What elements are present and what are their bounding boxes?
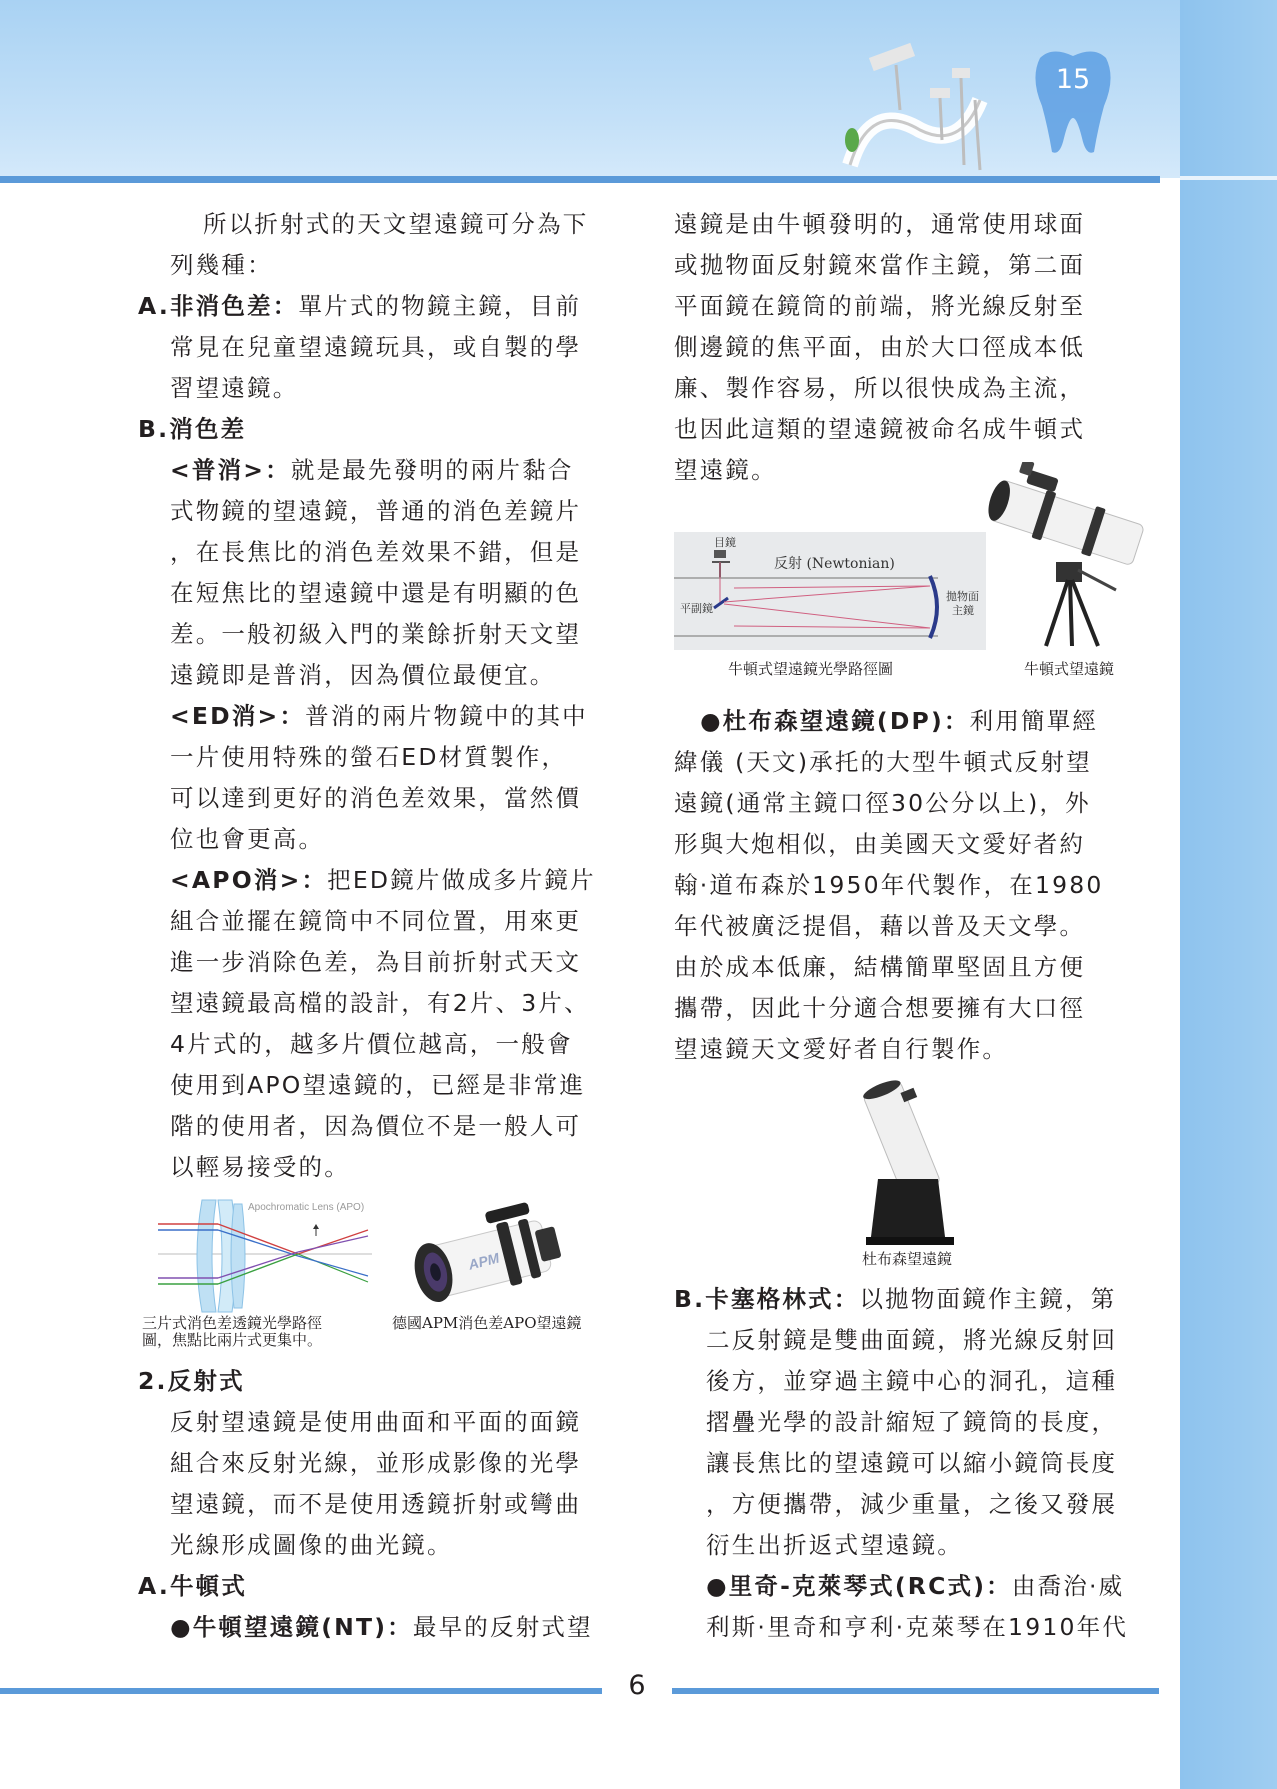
- decorative-sculpture: [830, 40, 1030, 185]
- right-column-dp-body: [674, 742, 1149, 1070]
- paragraph-line: 利斯·里奇和亨利·克萊琴在1910年代: [706, 1613, 1129, 1641]
- newtonian-optical-diagram: [674, 532, 986, 650]
- paragraph-line: [674, 1566, 1174, 1607]
- item-heading: ●牛頓望遠鏡(NT)：: [170, 1613, 413, 1641]
- figure-caption: 德國APM消色差APO望遠鏡: [392, 1314, 582, 1332]
- paragraph-line: 翰·道布森於1950年代製作，在1980: [674, 871, 1104, 899]
- item-text: 就是最先發明的兩片黏合: [290, 456, 574, 484]
- paragraph-line: 式物鏡的望遠鏡，普通的消色差鏡片: [170, 497, 582, 525]
- paragraph-line: 攜帶，因此十分適合想要擁有大口徑: [674, 994, 1086, 1022]
- apo-lens-diagram: [158, 1196, 372, 1316]
- paragraph-line: 望遠鏡天文愛好者自行製作。: [674, 1035, 1009, 1063]
- paragraph-line: 遠鏡即是普消，因為價位最便宜。: [170, 661, 556, 689]
- section-heading: 2.反射式: [138, 1367, 245, 1395]
- newtonian-telescope-photo: [986, 462, 1150, 648]
- paragraph-line: [138, 696, 618, 737]
- paragraph-line: 望遠鏡。: [674, 456, 777, 484]
- paragraph-line: 由於成本低廉，結構簡單堅固且方便: [674, 953, 1086, 981]
- item-heading: <APO消>：: [170, 866, 328, 894]
- item-heading: ●里奇-克萊琴式(RC式)：: [706, 1572, 1012, 1600]
- figure-caption: 圖，焦點比兩片式更集中。: [142, 1331, 323, 1349]
- paragraph-line: 進一步消除色差，為目前折射式天文: [170, 948, 582, 976]
- apo-diagram-title: Apochromatic Lens (APO): [248, 1202, 365, 1213]
- paragraph-line: ，方便攜帶，減少重量，之後又發展: [706, 1490, 1118, 1518]
- paragraph-line: 常見在兒童望遠鏡玩具，或自製的學: [170, 333, 582, 361]
- paragraph-line: 側邊鏡的焦平面，由於大口徑成本低: [674, 333, 1086, 361]
- paragraph-line: 緯儀 (天文)承托的大型牛頓式反射望: [674, 748, 1092, 776]
- right-column-lower: [674, 1279, 1174, 1648]
- footer-divider-right: [672, 1688, 1159, 1694]
- left-column: [138, 204, 618, 1188]
- left-column-lower: [138, 1361, 618, 1648]
- paragraph-line: ，在長焦比的消色差效果不錯，但是: [170, 538, 582, 566]
- apm-telescope-photo: [400, 1200, 568, 1310]
- chapter-number: 15: [1055, 64, 1091, 95]
- secondary-mirror-label: 平副鏡: [680, 602, 713, 615]
- figure-caption: 牛頓式望遠鏡光學路徑圖: [728, 660, 894, 678]
- paragraph-line: 廉、製作容易，所以很快成為主流，: [674, 374, 1086, 402]
- paragraph-line: 年代被廣泛提倡，藉以普及天文學。: [674, 912, 1086, 940]
- item-heading: ●杜布森望遠鏡(DP)：: [700, 707, 970, 735]
- paragraph-line: [138, 450, 618, 491]
- intro-line: 所以折射式的天文望遠鏡可分為下: [203, 210, 589, 238]
- paragraph-line: 光線形成圖像的曲光鏡。: [170, 1531, 453, 1559]
- paragraph-line: 形與大炮相似，由美國天文愛好者約: [674, 830, 1086, 858]
- item-heading: A.非消色差：: [138, 292, 299, 320]
- figure-caption: 牛頓式望遠鏡: [1024, 660, 1115, 678]
- paragraph-line: 階的使用者，因為價位不是一般人可: [170, 1112, 582, 1140]
- paragraph-line: [138, 286, 618, 327]
- dobsonian-telescope-photo: [858, 1075, 962, 1247]
- item-text: 普消的兩片物鏡中的其中: [305, 702, 588, 730]
- paragraph-line: 4片式的，越多片價位越高，一般會: [170, 1030, 573, 1058]
- primary-mirror-label: 拋物面: [946, 590, 979, 603]
- item-heading: B.卡塞格林式：: [674, 1285, 860, 1313]
- item-heading: <普消>：: [170, 456, 291, 484]
- paragraph-line: 位也會更高。: [170, 825, 325, 853]
- eyepiece-label: 目鏡: [714, 536, 736, 549]
- item-text: 由喬治·威: [1011, 1572, 1125, 1600]
- header-divider-right: [1180, 176, 1277, 180]
- paragraph-line: 可以達到更好的消色差效果，當然價: [170, 784, 582, 812]
- figure-caption: 三片式消色差透鏡光學路徑: [142, 1314, 323, 1332]
- figure-caption: 杜布森望遠鏡: [862, 1250, 953, 1268]
- item-heading: A.牛頓式: [138, 1572, 248, 1600]
- paragraph-line: 遠鏡是由牛頓發明的，通常使用球面: [674, 210, 1086, 238]
- paragraph-line: 以輕易接受的。: [170, 1153, 350, 1181]
- paragraph-line: 組合來反射光線，並形成影像的光學: [170, 1449, 582, 1477]
- paragraph-line: [138, 1607, 618, 1648]
- paragraph-line: 摺疊光學的設計縮短了鏡筒的長度，: [706, 1408, 1118, 1436]
- paragraph-line: 組合並擺在鏡筒中不同位置，用來更: [170, 907, 582, 935]
- right-column: [674, 204, 1149, 491]
- paragraph-line: [138, 860, 618, 901]
- paragraph-line: 讓長焦比的望遠鏡可以縮小鏡筒長度: [706, 1449, 1118, 1477]
- item-heading: <ED消>：: [170, 702, 306, 730]
- paragraph-line: 也因此這類的望遠鏡被命名成牛頓式: [674, 415, 1086, 443]
- paragraph-line: 在短焦比的望遠鏡中還是有明顯的色: [170, 579, 582, 607]
- right-column-dp: [700, 701, 1170, 742]
- footer-divider-left: [0, 1688, 602, 1694]
- right-side-strip: [1180, 0, 1277, 1789]
- paragraph-line: 一片使用特殊的螢石ED材質製作，: [170, 743, 568, 771]
- item-text: 以拋物面鏡作主鏡，第: [859, 1285, 1117, 1313]
- paragraph-line: 望遠鏡，而不是使用透鏡折射或彎曲: [170, 1490, 582, 1518]
- paragraph-line: 平面鏡在鏡筒的前端，將光線反射至: [674, 292, 1086, 320]
- paragraph-line: 遠鏡(通常主鏡口徑30公分以上)，外: [674, 789, 1091, 817]
- paragraph-line: [674, 1279, 1174, 1320]
- item-text: 把ED鏡片做成多片鏡片: [327, 866, 596, 894]
- paragraph-line: [700, 701, 1170, 742]
- item-text: 最早的反射式望: [412, 1613, 593, 1641]
- primary-mirror-label: 主鏡: [952, 604, 974, 617]
- item-heading: B.消色差: [138, 415, 247, 443]
- paragraph-line: 望遠鏡最高檔的設計，有2片、3片、: [170, 989, 590, 1017]
- paragraph-line: 二反射鏡是雙曲面鏡，將光線反射回: [706, 1326, 1118, 1354]
- intro-line: 列幾種：: [170, 251, 273, 279]
- paragraph-line: 差。一般初級入門的業餘折射天文望: [170, 620, 582, 648]
- paragraph-line: 或拋物面反射鏡來當作主鏡，第二面: [674, 251, 1086, 279]
- diagram-title: 反射 (Newtonian): [774, 556, 895, 572]
- item-text: 利用簡單經: [969, 707, 1099, 735]
- paragraph-line: 衍生出折返式望遠鏡。: [706, 1531, 963, 1559]
- paragraph-line: 使用到APO望遠鏡的，已經是非常進: [170, 1071, 586, 1099]
- page-number: 6: [628, 1670, 646, 1701]
- paragraph-line: 習望遠鏡。: [170, 374, 299, 402]
- item-text: 單片式的物鏡主鏡，目前: [298, 292, 582, 320]
- paragraph-line: 反射望遠鏡是使用曲面和平面的面鏡: [170, 1408, 582, 1436]
- apm-logo-text: APM: [466, 1249, 501, 1273]
- paragraph-line: 後方，並穿過主鏡中心的洞孔，這種: [706, 1367, 1118, 1395]
